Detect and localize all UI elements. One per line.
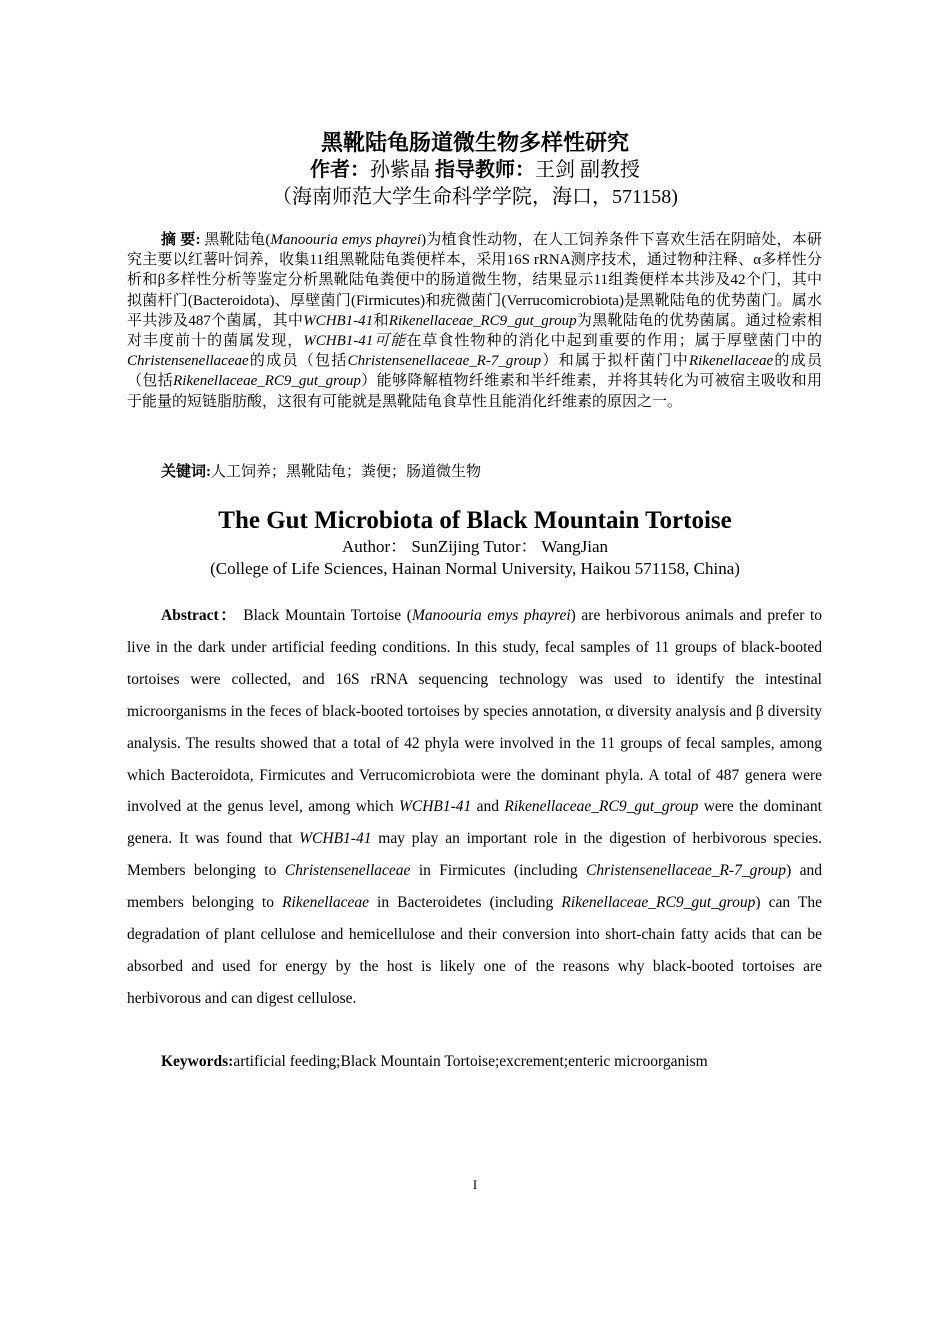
english-keywords: [161, 1050, 821, 1074]
genus-name: Rikenellaceae_RC9_gut_group: [388, 312, 577, 329]
genus-name: Christensenellaceae_R-7_group: [347, 353, 542, 370]
english-keywords-text: artificial feeding;Black Mountain Tortoise;excrement;enteric microorganism: [233, 1053, 708, 1070]
abstract-text: in Firmicutes (including: [410, 862, 587, 880]
chinese-title: 黑靴陆龟肠道微生物多样性研究: [320, 130, 629, 155]
abstract-text: 黑靴陆龟(: [204, 232, 271, 248]
genus-name: Christensenellaceae_R-7_group: [586, 862, 787, 880]
chinese-abstract-label: 摘 要:: [161, 232, 201, 248]
abstract-text: ）能够降解植物纤维素和半纤维素，并将其转化为可被宿主吸收和用于能量的短链脂肪酸，这很有可能就是黑靴陆龟食草性且能消化纤维素的原因之一。: [127, 373, 822, 410]
abstract-text: ) can The degradation of plant cellulose and hemicellulose and their conversion into short-chain fatty acids that can be absorbed and used for energy by the host is likely one of the reasons why black-booted tortoises are herbivorous and can digest cellulose.: [127, 894, 822, 1007]
english-affiliation: (College of Life Sciences, Hainan Normal University, Haikou 571158, China): [210, 559, 740, 578]
author-name: 孙紫晶: [370, 159, 430, 181]
abstract-text: )为植食性动物，在人工饲养条件下喜欢生活在阴暗处，本研究主要以红薯叶饲养，收集11组黑靴陆龟粪便样本，采用16S rRNA测序技术，通过物种注释、α多样性分析和β多样性分析等鉴定分析黑靴陆龟粪便中的肠道微生物，结果显示11组粪便样本共涉及42个门，其中拟菌杆门(Bacteroidota)、厚壁菌门(Firmicutes)和疣微菌门(Verrucomicrobiota)是黑靴陆龟的优势菌门。属水平共涉及487个菌属，其中: [127, 232, 823, 329]
chinese-author-line: [0, 156, 950, 184]
abstract-text: were the dominant genera. It was found that: [127, 798, 822, 848]
english-author-line: Author： SunZijing Tutor： WangJian: [341, 537, 609, 556]
chinese-affiliation: （海南师范大学生命科学学院，海口，571158): [272, 186, 678, 208]
genus-name: WCHB1-41: [303, 312, 374, 329]
genus-name: Rikenellaceae_RC9_gut_group: [561, 894, 756, 912]
abstract-text: ) are herbivorous animals and prefer to live in the dark under artificial feeding conditions. In this study, fecal samples of 11 groups of black-booted tortoises were collected, and 16S rRNA sequencing technology was used to identify the intestinal microorganisms in the feces of black-booted tortoises by species annotation, α diversity analysis and β diversity analysis. The results showed that a total of 42 phyla were involved in the 11 groups of fecal samples, among which Bacteroidota, Firmicutes and Verrucomicrobiota were the dominant phyla. A total of 487 genera were involved at the genus level, among which: [127, 607, 823, 816]
tutor-label: 指导教师：: [435, 159, 535, 181]
genus-name: WCHB1-41: [303, 333, 374, 350]
author-label: 作者：: [310, 159, 370, 181]
abstract-text: ) and members belonging to: [127, 862, 822, 912]
abstract-text: in Bacteroidetes (including: [368, 894, 562, 912]
genus-name: Rikenellaceae_RC9_gut_group: [504, 798, 699, 816]
chinese-keywords: [161, 462, 821, 482]
chinese-abstract: [127, 230, 822, 412]
family-name: Christensenellaceae: [284, 862, 411, 880]
abstract-text: and: [471, 798, 505, 816]
english-abstract: [127, 600, 822, 1015]
family-name: Christensenellaceae: [127, 353, 249, 370]
genus-name: Rikenellaceae_RC9_gut_group: [173, 373, 361, 390]
family-name: Rikenellaceae: [689, 353, 774, 370]
page-number: I: [472, 1177, 478, 1192]
abstract-text: 可能: [373, 333, 407, 350]
abstract-text: 的成员（包括: [248, 353, 348, 370]
abstract-text: 在草食性物种的消化中起到重要的作用；属于厚壁菌门中的: [406, 333, 822, 350]
species-name: Manoouria emys phayrei: [270, 232, 422, 248]
abstract-text: may play an important role in the digestion of herbivorous species. Members belonging to: [127, 830, 823, 880]
abstract-text: 的成员（包括: [127, 353, 822, 390]
tutor-name: 王剑 副教授: [535, 159, 640, 181]
chinese-keywords-text: 人工饲养；黑靴陆龟；粪便；肠道微生物: [211, 464, 482, 480]
abstract-text: 和: [373, 312, 389, 329]
genus-name: WCHB1-41: [299, 830, 372, 848]
family-name: Rikenellaceae: [282, 894, 369, 912]
abstract-text: 为黑靴陆龟的优势菌属。通过检索相对丰度前十的菌属发现，: [127, 312, 822, 350]
chinese-keywords-label: 关键词:: [161, 464, 211, 480]
english-abstract-label: Abstract：: [161, 607, 238, 624]
english-title: The Gut Microbiota of Black Mountain Tortoise: [218, 507, 732, 534]
genus-name: WCHB1-41: [398, 798, 472, 816]
english-keywords-label: Keywords:: [161, 1053, 234, 1070]
abstract-text: Black Mountain Tortoise (: [243, 607, 412, 624]
species-name: Manoouria emys phayrei: [411, 607, 571, 624]
abstract-text: ）和属于拟杆菌门中: [541, 353, 689, 370]
